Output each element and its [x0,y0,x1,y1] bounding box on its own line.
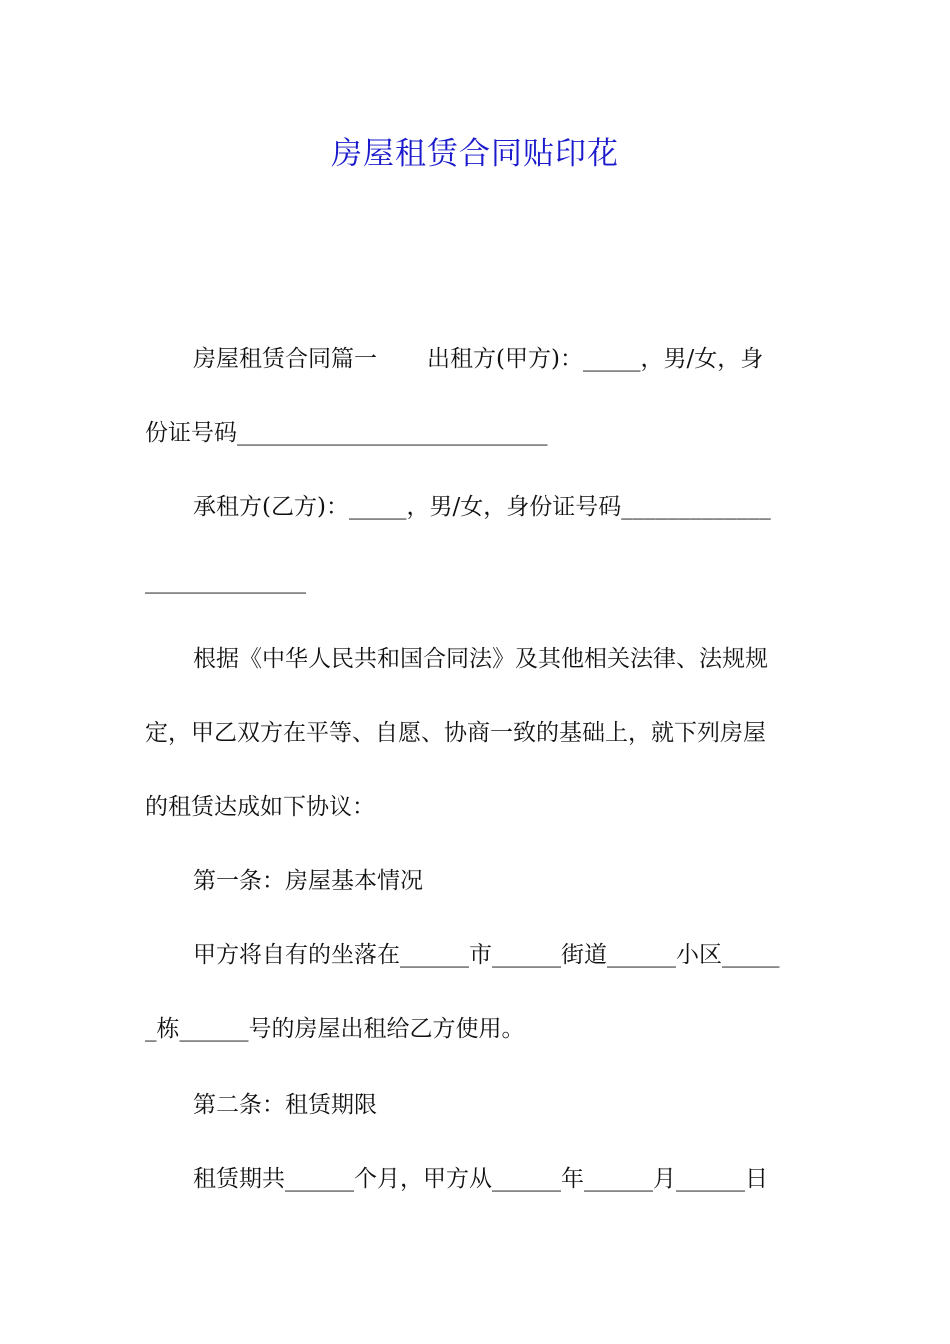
paragraph-line [193,344,763,374]
paragraph-line: 承租方(乙方)：_____，男/女，身份证号码_____________ [193,494,771,520]
section-heading: 房屋租赁合同篇一 [193,346,377,372]
lessor-field: 出租方(甲方)：_____，男/女，身 [427,346,764,372]
article-heading: 第一条：房屋基本情况 [193,868,423,894]
document-title: 房屋租赁合同贴印花 [331,136,619,172]
paragraph-line: ______________ [145,568,306,594]
paragraph-line: 根据《中华人民共和国合同法》及其他相关法律、法规规 [193,646,768,672]
paragraph-line: _栋______号的房屋出租给乙方使用。 [145,1016,525,1042]
paragraph-line: 定，甲乙双方在平等、自愿、协商一致的基础上，就下列房屋 [145,720,766,746]
paragraph-line: 甲方将自有的坐落在______市______街道______小区_____ [193,942,780,968]
article-heading: 第二条：租赁期限 [193,1092,377,1118]
paragraph-line: 租赁期共______个月，甲方从______年______月______日 [193,1166,768,1192]
paragraph-line: 份证号码___________________________ [145,420,548,446]
paragraph-line: 的租赁达成如下协议： [145,794,375,820]
